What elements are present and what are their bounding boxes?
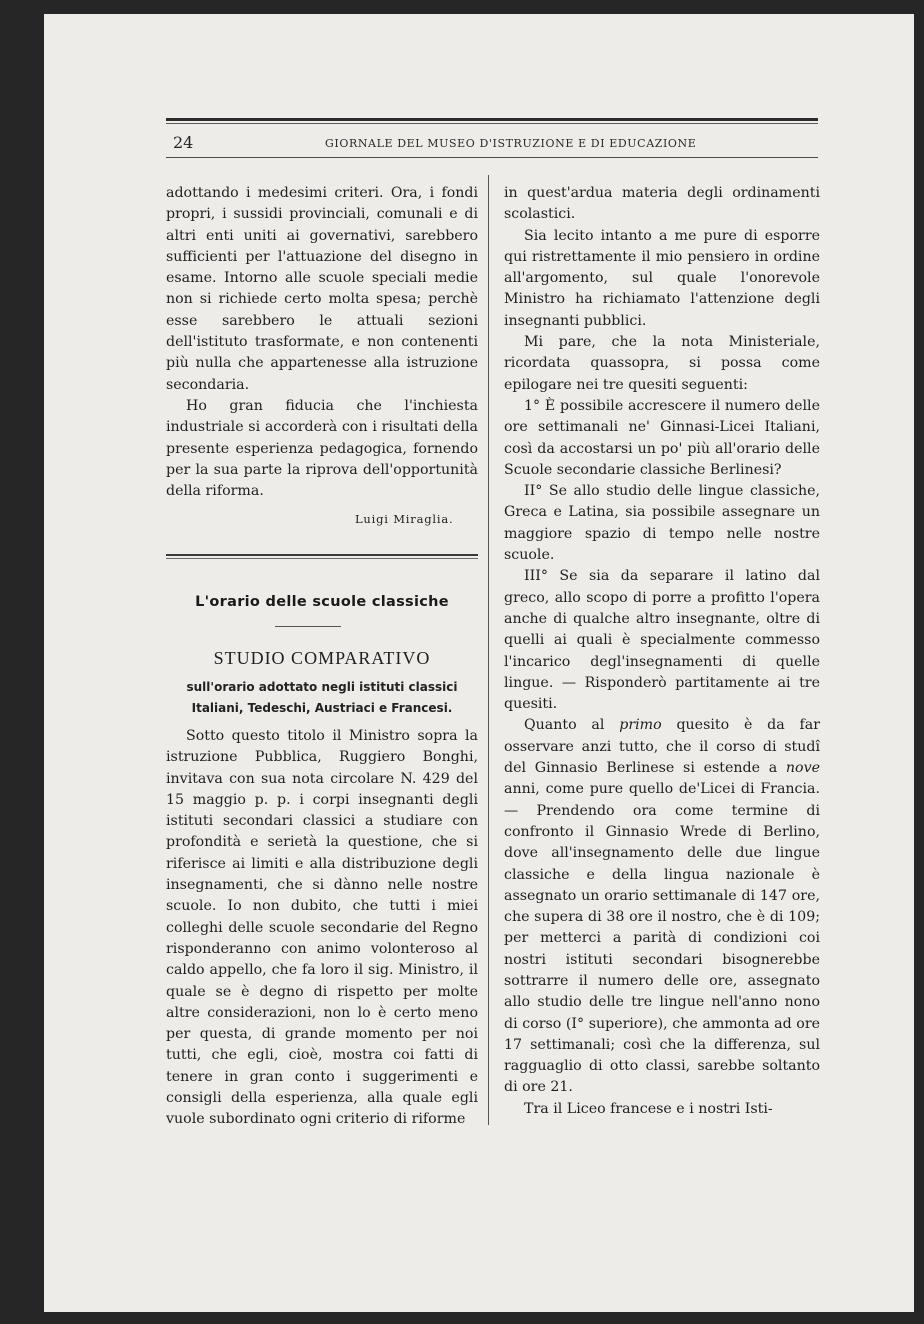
para7-text-b: quesito è da far osservare anzi tutto, che il corso di studî del Ginnasio Berlinese si estende a bbox=[504, 717, 820, 777]
left-paragraph-2: Ho gran fiducia che l'inchiesta industriale si accorderà con i risultati della presente esperienza pedagogica, fornendo per la sua parte la riprova dell'opportunità della riforma. bbox=[166, 397, 478, 500]
para7-text-c: anni, come pure quello de'Licei di Francia. — Prendendo ora come termine di confronto il Ginnasio Wrede di Berlino, dove all'insegnamento delle due lingue classiche e della lingua nazionale è assegnato un orario settimanale di 147 ore, che supera di 38 ore il nostro, che è di 109; per metterci a parità di condizioni coi nostri istituti secondari bisognerebbe sottrarre il numero delle ore, assegnato allo studio delle tre lingue nell'anno nono di corso (I° superiore), che ammonta ad ore 17 settimanali; così che la differenza, sul ragguaglio di otto classi, sarebbe soltanto di ore 21. bbox=[504, 781, 820, 1096]
right-paragraph-3: Mi pare, che la nota Ministeriale, ricordata quassopra, si possa come epilogare nei tre quesiti seguenti: bbox=[504, 334, 820, 393]
question-2: II° Se allo studio delle lingue classiche, Greca e Latina, sia possibile assegnare un maggiore spazio di tempo nelle nostre scuole. bbox=[504, 483, 820, 564]
right-paragraph-8: Tra il Liceo francese e i nostri Isti- bbox=[524, 1100, 773, 1117]
article-subsubtitle: sull'orario adottato negli istituti classici Italiani, Tedeschi, Austriaci e Francesi. bbox=[186, 680, 458, 715]
para7-emphasis-primo: primo bbox=[619, 717, 662, 734]
right-paragraph-7 bbox=[504, 715, 820, 1098]
question-1: 1° È possibile accrescere il numero delle ore settimanali ne' Ginnasi-Licei Italiani, così da accostarsi un po' più all'orario delle Scuole secondarie classiche Berlinesi? bbox=[504, 397, 820, 478]
para7-text-a: Quanto al bbox=[524, 717, 620, 734]
running-head: GIORNALE DEL MUSEO D'ISTRUZIONE E DI EDUCAZIONE bbox=[325, 137, 697, 150]
left-column-article bbox=[166, 726, 478, 1131]
title-short-rule bbox=[275, 626, 341, 627]
article-subtitle: STUDIO COMPARATIVO bbox=[213, 648, 431, 668]
right-paragraph-2: Sia lecito intanto a me pure di esporre qui ristrettamente il mio pensiero in ordine all'argomento, sul quale l'onorevole Ministro ha richiamato l'attenzione degli insegnanti pubblici. bbox=[504, 227, 820, 329]
column-divider bbox=[488, 175, 489, 1125]
article-paragraph-1: Sotto questo titolo il Ministro sopra la istruzione Pubblica, Ruggiero Bonghi, invitava con sua nota circolare N. 429 del 15 maggio p. p. i corpi insegnanti degli istituti secondari classici a studiare con profondità e serietà la questione, che si riferisce ai limiti e alla distribuzione degli insegnamenti, che si dànno nelle nostre scuole. Io non dubito, che tutti i miei colleghi delle scuole secondarie del Regno risponderanno con animo volonteroso al caldo appello, che fa loro il sig. Ministro, il quale se è degno di rispetto per molte altre considerazioni, non lo è certo meno per questa, di grande momento per noi tutti, che egli, cioè, mostra coi fatti di tenere in gran conto i suggerimenti e consigli della esperienza, alla quale egli vuole subordinato ogni criterio di riforme bbox=[166, 728, 478, 1128]
section-separator-thin bbox=[166, 558, 478, 559]
page-number: 24 bbox=[173, 133, 194, 152]
right-column bbox=[504, 183, 820, 1120]
right-paragraph-1: in quest'ardua materia degli ordinamenti scolastici. bbox=[504, 185, 820, 223]
header-rule-thin bbox=[166, 123, 818, 124]
left-paragraph-1: adottando i medesimi criteri. Ora, i fondi propri, i sussidi provinciali, comunali e di altri enti uniti ai governativi, sarebbero sufficienti per l'attuazione del disegno in esame. Intorno alle scuole speciali medie non si richiede certo molta spesa; perchè esse sarebbero le attuali sezioni dell'istituto trasformate, e non contenenti più nulla che appartenesse alla istruzione secondaria. bbox=[166, 185, 478, 393]
article-title: L'orario delle scuole classiche bbox=[195, 594, 449, 610]
header-rule-thick bbox=[166, 118, 818, 121]
author-signature: Luigi Miraglia. bbox=[355, 512, 454, 526]
question-3: III° Se sia da separare il latino dal greco, allo scopo di porre a profitto l'opera anche di qualche altro insegnante, oltre di quelli ai quali è specialmente commesso l'incarico degl'insegnamenti di quelle lingue. — Risponderò partitamente ai tre quesiti. bbox=[504, 568, 820, 713]
para7-emphasis-nove: nove bbox=[785, 760, 820, 777]
header-rule-bottom bbox=[166, 157, 818, 158]
section-separator-thick bbox=[166, 554, 478, 556]
left-column-top bbox=[166, 183, 478, 502]
